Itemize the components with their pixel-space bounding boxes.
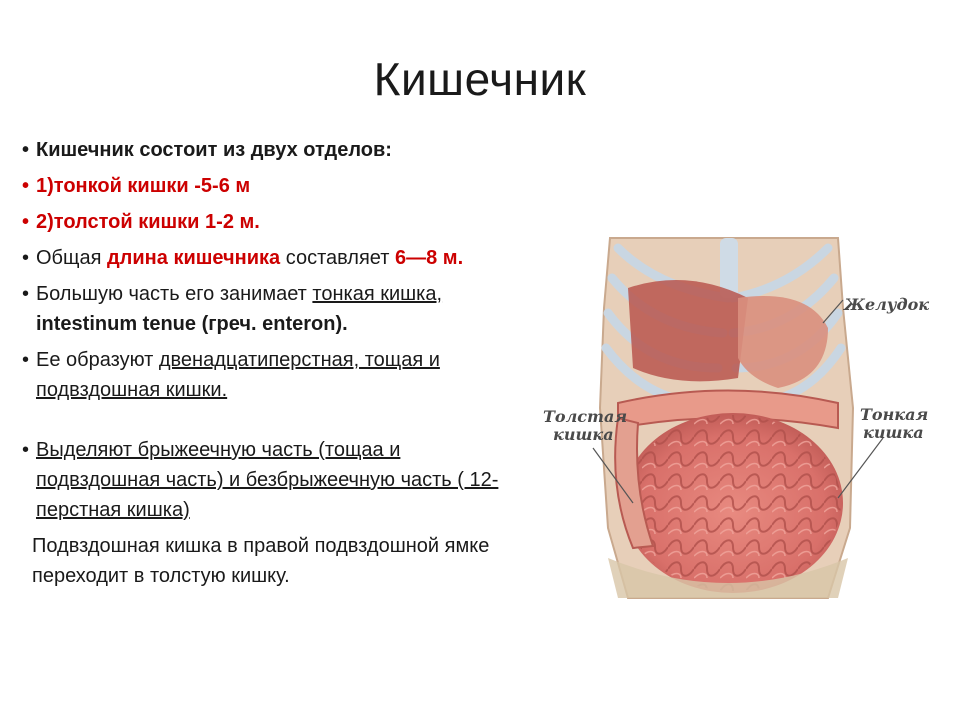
bullet-5	[22, 279, 512, 339]
anatomy-figure	[538, 228, 958, 608]
bullet-4	[22, 243, 512, 273]
label-small-intestine-1: Тонкая	[860, 405, 929, 424]
bullet-8: Подвздошная кишка в правой подвздошной ямке переходит в толстую кишку.	[32, 535, 490, 587]
bullet-4-text-1: Общая	[36, 247, 107, 269]
bullet-6	[22, 345, 512, 405]
bullet-4-text-2: составляет	[280, 247, 395, 269]
label-small-intestine-2: кишка	[863, 423, 924, 442]
label-stomach: Желудок	[844, 295, 930, 314]
bullet-6-underlined: двенадцатиперстная, тощая и подвздошная кишки.	[36, 349, 440, 401]
slide-title: Кишечник	[373, 53, 587, 105]
bullet-5-latin: intestinum tenue (греч. enteron).	[36, 313, 348, 335]
intestine-illustration	[538, 228, 958, 608]
liver-shape	[628, 280, 748, 381]
bullet-4-length: 6—8 м.	[394, 247, 464, 269]
label-large-intestine-1: Толстая	[543, 407, 628, 426]
label-large-intestine-2: кишка	[553, 425, 614, 444]
bullet-list	[22, 135, 512, 597]
bullet-1: • Кишечник состоит из двух отделов:	[22, 135, 512, 165]
bullet-4-highlight: длина кишечника	[106, 247, 281, 269]
bullet-2: • 1)тонкой кишки -5-6 м	[22, 171, 512, 201]
bullet-3: • 2)толстой кишки 1-2 м.	[22, 207, 512, 237]
bullet-5-text-1: Большую часть его занимает	[36, 283, 313, 305]
bullet-7: • Выделяют брыжеечную часть (тощаа и подвздошная часть) и безбрыжеечную часть ( 12-перстная кишка)	[22, 435, 512, 525]
bullet-6-text-1: Ее образуют	[36, 349, 159, 371]
bullet-5-underlined: тонкая кишка,	[312, 283, 443, 305]
